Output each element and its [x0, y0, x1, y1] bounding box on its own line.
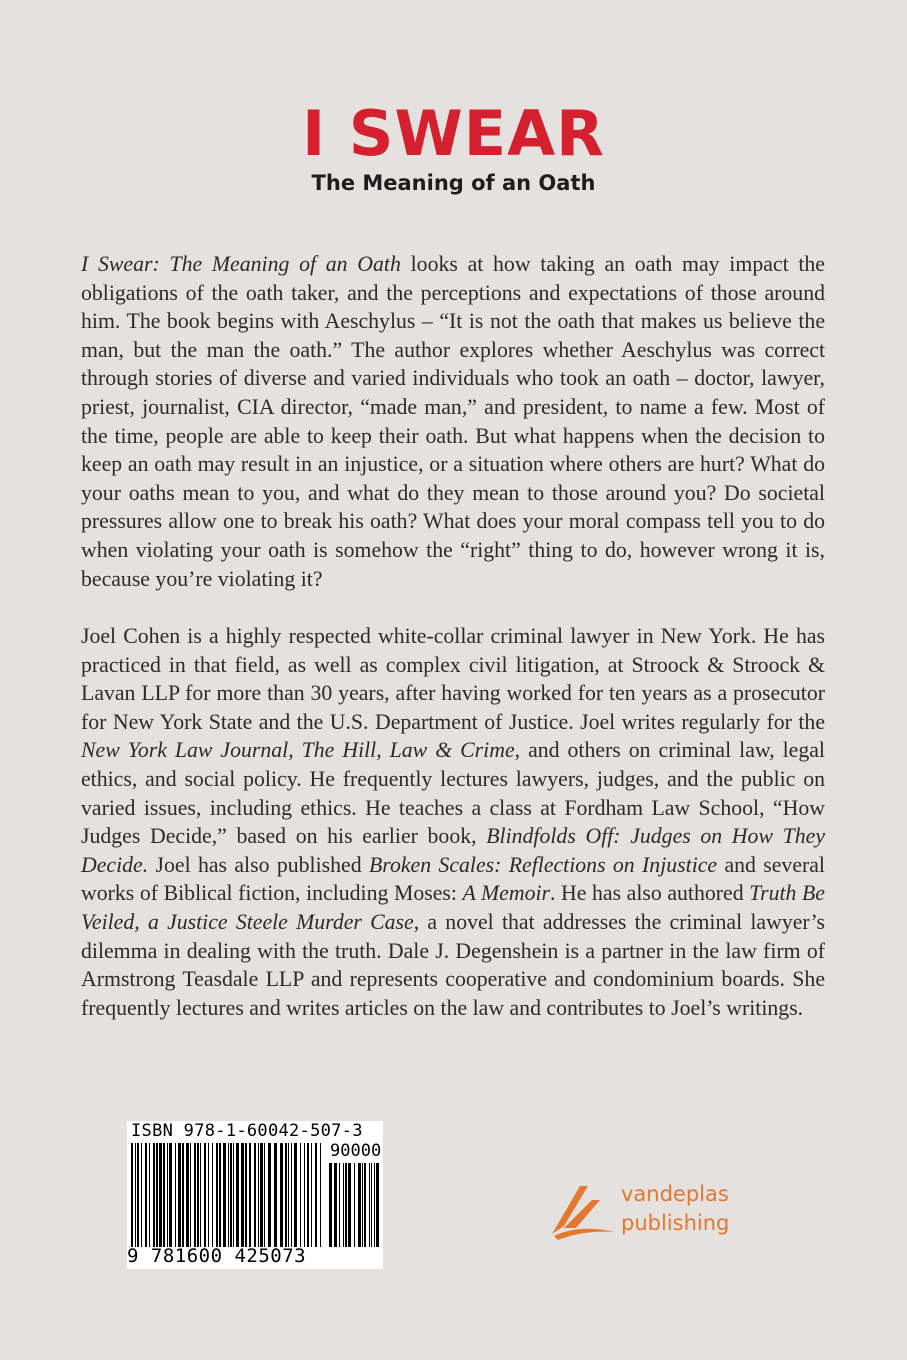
- barcode-bar: [364, 1163, 366, 1247]
- barcode-bar: [343, 1163, 344, 1247]
- author-book-title: Blindfolds Off: Judges on How They Decide.: [81, 824, 825, 877]
- blurb-book-title: I Swear: The Meaning of an Oath: [81, 252, 401, 276]
- author-bio-text: , and others on criminal law, legal ethics, and social policy. He frequently lectures lawyers, judges, and the public on varied issues, including ethics. He teaches a class at Fordham Law School, “How Judges Decide,” based on his earlier book,: [81, 738, 825, 849]
- barcode-bar: [300, 1143, 301, 1247]
- barcode-bar: [194, 1143, 196, 1247]
- barcode-bar: [212, 1143, 213, 1247]
- publisher-name-2: publishing: [621, 1211, 730, 1235]
- barcode-bar: [156, 1143, 158, 1247]
- barcode-bar: [268, 1143, 271, 1247]
- isbn-barcode: [127, 1121, 383, 1269]
- barcode-bar: [228, 1143, 229, 1247]
- barcode-bar: [190, 1143, 191, 1247]
- barcode-bar: [178, 1143, 181, 1247]
- barcode-bar: [371, 1163, 372, 1247]
- price-code: 90000: [330, 1141, 382, 1161]
- author-bio-text: and several works of Biblical fiction, including Moses:: [81, 852, 825, 906]
- barcode-bar: [307, 1143, 309, 1247]
- barcode-bar: [245, 1143, 247, 1247]
- barcode-bar: [175, 1143, 176, 1247]
- barcode-bar: [169, 1143, 172, 1247]
- blurb-text: looks at how taking an oath may impact the obligations of the oath taker, and the perceptions and expectations of those around him. The book begins with Aeschylus – “It is not the oath that makes us believe the man, but the man the oath.” The author explores whether Aeschylus was correct through stories of diverse and varied individuals who took an oath – doctor, lawyer, priest, journalist, CIA director, “made man,” and president, to name a few. Most of the time, people are able to keep their oath. But what happens when the decision to keep an oath may result in an injustice, or a situation where others are hurt? What do your oaths mean to you, and what do they mean to those around you? Do societal pressures allow one to break his oath? What does your moral compass tell you to do when violating your oath is somehow the “right” thing to do, however wrong it is, because you’re violating it?: [81, 252, 825, 591]
- author-bio-text: . He has also authored: [550, 881, 750, 906]
- publisher-name: vandeplas: [621, 1182, 729, 1206]
- author-book-title: Truth Be Veiled, a Justice Steele Murder Case: [81, 881, 825, 934]
- barcode-bar: [358, 1163, 361, 1247]
- barcode-bar: [182, 1143, 184, 1247]
- author-bio-text: , a novel that addresses the criminal lawyer’s dilemma in dealing with the truth. Dale J. Degenshein is a partner in the law firm of Armstrong Teasdale LLP and represents cooperative and condominium boards. She frequently lectures and writes articles on the law and contributes to Joel’s writings.: [81, 909, 826, 1020]
- barcode-bar: [329, 1163, 332, 1247]
- author-bio-text: Joel has also published: [148, 852, 369, 877]
- barcode-bar: [288, 1143, 289, 1247]
- barcode-bar: [131, 1143, 133, 1247]
- barcode-bar: [320, 1143, 321, 1247]
- barcode-bar: [362, 1163, 363, 1247]
- barcode-bar: [339, 1163, 340, 1247]
- barcode-bar: [230, 1143, 232, 1247]
- barcode-bar: [348, 1163, 351, 1247]
- barcode-bar: [233, 1143, 234, 1247]
- barcode-bar: [264, 1143, 265, 1247]
- barcode-bar: [285, 1143, 287, 1247]
- barcode-bar: [145, 1143, 147, 1247]
- barcode-bar: [274, 1143, 277, 1247]
- isbn-label: ISBN 978-1-60042-507-3: [131, 1121, 363, 1141]
- publisher-logo: [550, 1180, 770, 1244]
- barcode-bar: [216, 1143, 218, 1247]
- book-title: I SWEAR: [302, 97, 605, 170]
- barcode-bar: [376, 1163, 379, 1247]
- barcode-bar: [294, 1143, 297, 1247]
- blurb-paragraph-book: [81, 250, 825, 593]
- barcode-bar: [311, 1143, 312, 1247]
- price-barcode-bars: [329, 1163, 381, 1247]
- barcode-bar: [219, 1143, 221, 1247]
- barcode-bar: [208, 1143, 209, 1247]
- barcode-bar: [236, 1143, 239, 1247]
- barcode-bar: [249, 1143, 251, 1247]
- barcode-bar: [304, 1143, 305, 1247]
- author-publications: New York Law Journal, The Hill, Law & Crime: [81, 738, 515, 763]
- barcode-bar: [334, 1163, 337, 1247]
- barcode-bar: [159, 1143, 162, 1247]
- ean-digits: 9 781600 425073: [127, 1245, 307, 1267]
- barcode-bar: [374, 1163, 375, 1247]
- barcode-bar: [204, 1143, 206, 1247]
- author-book-title: Broken Scales: Reflections on Injustice: [368, 852, 718, 877]
- barcode-bar: [200, 1143, 201, 1247]
- author-bio-text: Joel Cohen is a highly respected white-collar criminal lawyer in New York. He has practiced in that field, as well as complex civil litigation, at Stroock & Stroock & Lavan LLP for more than 30 years, after having worked for ten years as a prosecutor for New York State and the U.S. Department of Justice. Joel writes regularly for the: [81, 624, 825, 734]
- barcode-bar: [258, 1143, 259, 1247]
- barcode-bar: [345, 1163, 347, 1247]
- barcode-bar: [280, 1143, 283, 1247]
- barcode-bar: [260, 1143, 263, 1247]
- barcode-bar: [186, 1143, 189, 1247]
- barcode-bar: [137, 1143, 139, 1247]
- barcode-bar: [149, 1143, 150, 1247]
- barcode-bar: [223, 1143, 226, 1247]
- barcode-bar: [153, 1143, 155, 1247]
- barcode-bars: [131, 1143, 321, 1247]
- barcode-bar: [141, 1143, 142, 1247]
- barcode-bar: [241, 1143, 244, 1247]
- book-subtitle: The Meaning of an Oath: [311, 171, 596, 195]
- barcode-bar: [291, 1143, 292, 1247]
- barcode-bar: [254, 1143, 256, 1247]
- barcode-bar: [167, 1143, 168, 1247]
- barcode-bar: [135, 1143, 136, 1247]
- publisher-mark-icon: [550, 1180, 616, 1240]
- barcode-bar: [197, 1143, 199, 1247]
- blurb-paragraph-author: [81, 622, 825, 1022]
- barcode-bar: [369, 1163, 370, 1247]
- barcode-bar: [354, 1163, 355, 1247]
- barcode-bar: [163, 1143, 165, 1247]
- barcode-bar: [315, 1143, 317, 1247]
- author-book-title: A Memoir: [462, 881, 551, 906]
